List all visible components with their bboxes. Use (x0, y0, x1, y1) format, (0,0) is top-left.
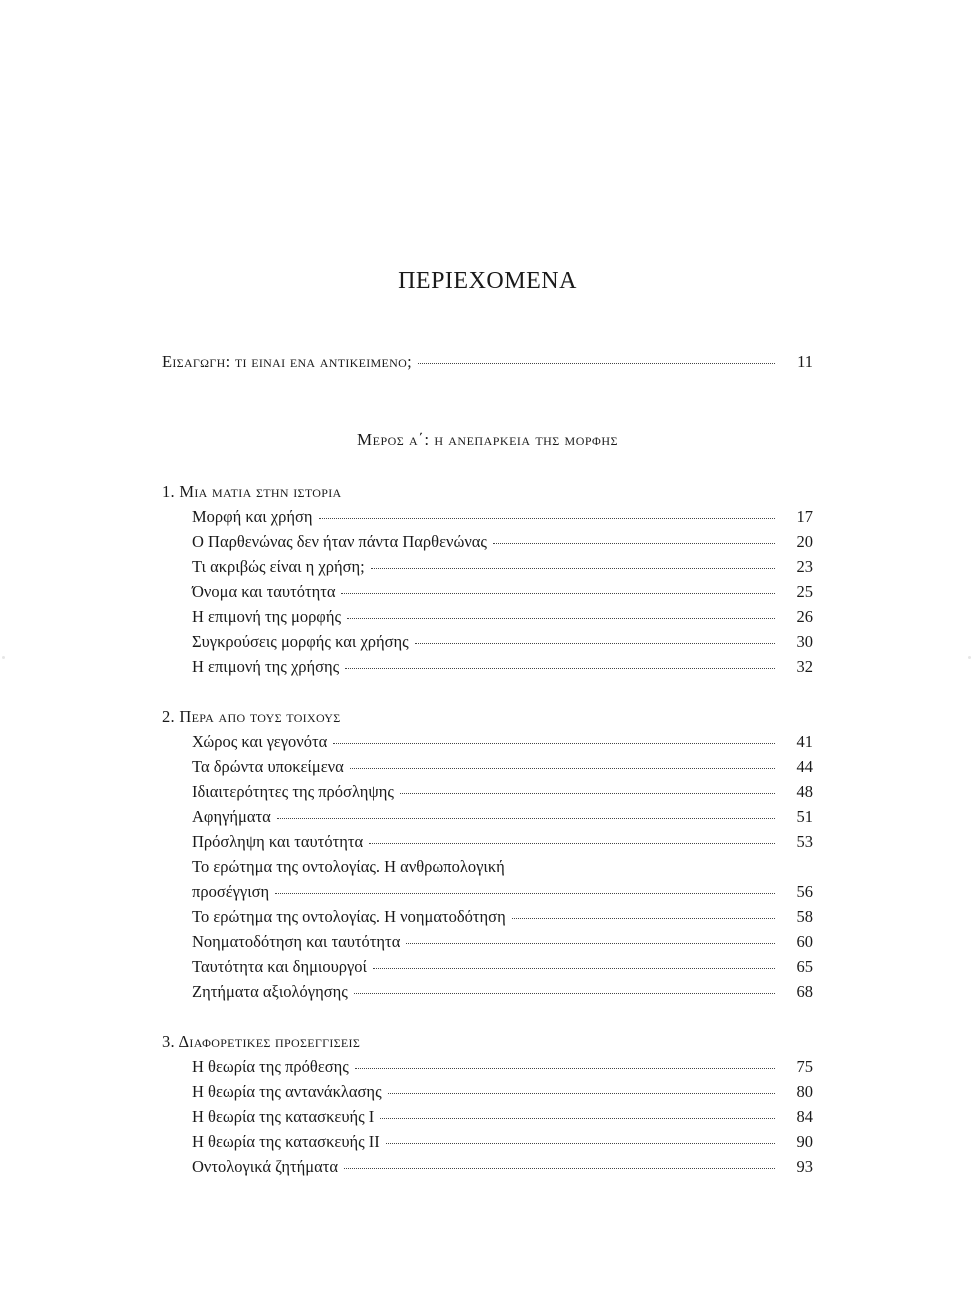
toc-entry-page: 11 (797, 352, 813, 371)
toc-entry-label: Συγκρούσεις μορφής και χρήσης (192, 632, 409, 651)
toc-entry[interactable] (192, 657, 813, 677)
toc-entry-label: προσέγγιση (192, 882, 270, 901)
toc-entry[interactable] (192, 757, 813, 777)
toc-entry-page: 30 (796, 632, 813, 651)
edge-mark-left (2, 656, 5, 659)
toc-entry-page: 84 (796, 1107, 813, 1126)
toc-entry[interactable] (192, 582, 813, 602)
toc-entry-page: 20 (796, 532, 813, 551)
toc-entry[interactable] (192, 732, 813, 752)
dot-leader (512, 918, 775, 919)
dot-leader (354, 993, 775, 994)
toc-entry[interactable] (192, 807, 813, 827)
dot-leader (400, 793, 775, 794)
dot-leader (386, 1143, 775, 1144)
toc-entry[interactable] (192, 782, 813, 802)
toc-entry[interactable] (192, 532, 813, 552)
toc-entry-label: Όνομα και ταυτότητα (192, 582, 336, 601)
toc-entry-label: Τι ακριβώς είναι η χρήση; (192, 557, 365, 576)
toc-entry-page: 53 (796, 832, 813, 851)
dot-leader (319, 518, 775, 519)
dot-leader (415, 643, 775, 644)
chapter-heading: 2. Περα απο τους τοιχους (162, 707, 341, 726)
toc-entry-label: Πρόσληψη και ταυτότητα (192, 832, 364, 851)
toc-entry-label: Ιδιαιτερότητες της πρόσληψης (192, 782, 394, 801)
toc-entry-label: Η θεωρία της κατασκευής ΙΙ (192, 1132, 380, 1151)
dot-leader (341, 593, 775, 594)
dot-leader (350, 768, 775, 769)
dot-leader (406, 943, 775, 944)
page-title: ΠΕΡΙΕΧΟΜΕΝΑ (398, 268, 577, 294)
toc-entry-page: 25 (796, 582, 813, 601)
dot-leader (277, 818, 775, 819)
dot-leader (355, 1068, 775, 1069)
toc-entry[interactable] (192, 607, 813, 627)
toc-entry[interactable] (192, 1157, 813, 1177)
toc-entry[interactable] (192, 1082, 813, 1102)
toc-entry-label-line1: Το ερώτημα της οντολογίας. Η ανθρωπολογική (192, 857, 505, 876)
toc-entry-label: Αφηγήματα (192, 807, 271, 826)
dot-leader (345, 668, 775, 669)
toc-entry-label: Χώρος και γεγονότα (192, 732, 328, 751)
toc-entry-page: 60 (796, 932, 813, 951)
toc-entry[interactable] (192, 907, 813, 927)
toc-entry-label: Η θεωρία της πρόθεσης (192, 1057, 349, 1076)
toc-entry-label: Οντολογικά ζητήματα (192, 1157, 339, 1176)
toc-entry[interactable] (192, 982, 813, 1002)
toc-entry-page: 48 (796, 782, 813, 801)
toc-entry[interactable] (192, 1132, 813, 1152)
toc-entry-page: 17 (796, 507, 813, 526)
toc-entry-page: 80 (796, 1082, 813, 1101)
toc-entry[interactable] (192, 507, 813, 527)
toc-entry-page: 93 (796, 1157, 813, 1176)
toc-entry-label: Ζητήματα αξιολόγησης (192, 982, 348, 1001)
toc-entry-label: Μορφή και χρήση (192, 507, 313, 526)
toc-entry-label: Ταυτότητα και δημιουργοί (192, 957, 367, 976)
toc-entry-page: 23 (796, 557, 813, 576)
dot-leader (388, 1093, 775, 1094)
dot-leader (373, 968, 775, 969)
toc-entry-label: Εισαγωγη: τι ειναι ενα αντικειμενο; (162, 352, 412, 371)
toc-entry[interactable] (192, 1107, 813, 1127)
toc-entry-page: 32 (796, 657, 813, 676)
dot-leader (493, 543, 775, 544)
toc-entry[interactable] (192, 882, 813, 902)
part-heading: Μερος α΄: η ανεπαρκεια της μορφης (357, 430, 618, 449)
dot-leader (347, 618, 775, 619)
toc-entry-label: Τα δρώντα υποκείμενα (192, 757, 344, 776)
dot-leader (418, 363, 775, 364)
chapter-heading: 3. Διαφορετικες προσεγγισεις (162, 1032, 361, 1051)
dot-leader (333, 743, 775, 744)
toc-entry-page: 65 (796, 957, 813, 976)
toc-entry-intro[interactable] (162, 352, 813, 372)
toc-entry[interactable] (192, 957, 813, 977)
toc-entry-label: Το ερώτημα της οντολογίας. Η νοηματοδότηση (192, 907, 506, 926)
toc-entry-label: Νοηματοδότηση και ταυτότητα (192, 932, 401, 951)
dot-leader (371, 568, 775, 569)
toc-entry-page: 51 (796, 807, 813, 826)
dot-leader (380, 1118, 775, 1119)
toc-entry-page: 56 (796, 882, 813, 901)
toc-entry-page: 44 (796, 757, 813, 776)
toc-entry-page: 68 (796, 982, 813, 1001)
toc-entry[interactable] (192, 932, 813, 952)
chapter-heading: 1. Μια ματια στην ιστορια (162, 482, 342, 501)
toc-entry-label: Ο Παρθενώνας δεν ήταν πάντα Παρθενώνας (192, 532, 487, 551)
toc-entry-page: 26 (796, 607, 813, 626)
toc-entry-page: 41 (796, 732, 813, 751)
toc-entry-label: Η επιμονή της χρήσης (192, 657, 340, 676)
dot-leader (275, 893, 775, 894)
toc-entry-label: Η θεωρία της κατασκευής Ι (192, 1107, 375, 1126)
toc-entry[interactable] (192, 632, 813, 652)
toc-entry-label: Η θεωρία της αντανάκλασης (192, 1082, 382, 1101)
toc-entry-page: 75 (796, 1057, 813, 1076)
toc-entry[interactable] (192, 557, 813, 577)
toc-entry-page: 90 (796, 1132, 813, 1151)
toc-entry-page: 58 (796, 907, 813, 926)
dot-leader (344, 1168, 775, 1169)
edge-mark-right (968, 656, 971, 659)
toc-entry[interactable] (192, 1057, 813, 1077)
toc-entry[interactable] (192, 832, 813, 852)
dot-leader (369, 843, 775, 844)
toc-entry-label: Η επιμονή της μορφής (192, 607, 341, 626)
